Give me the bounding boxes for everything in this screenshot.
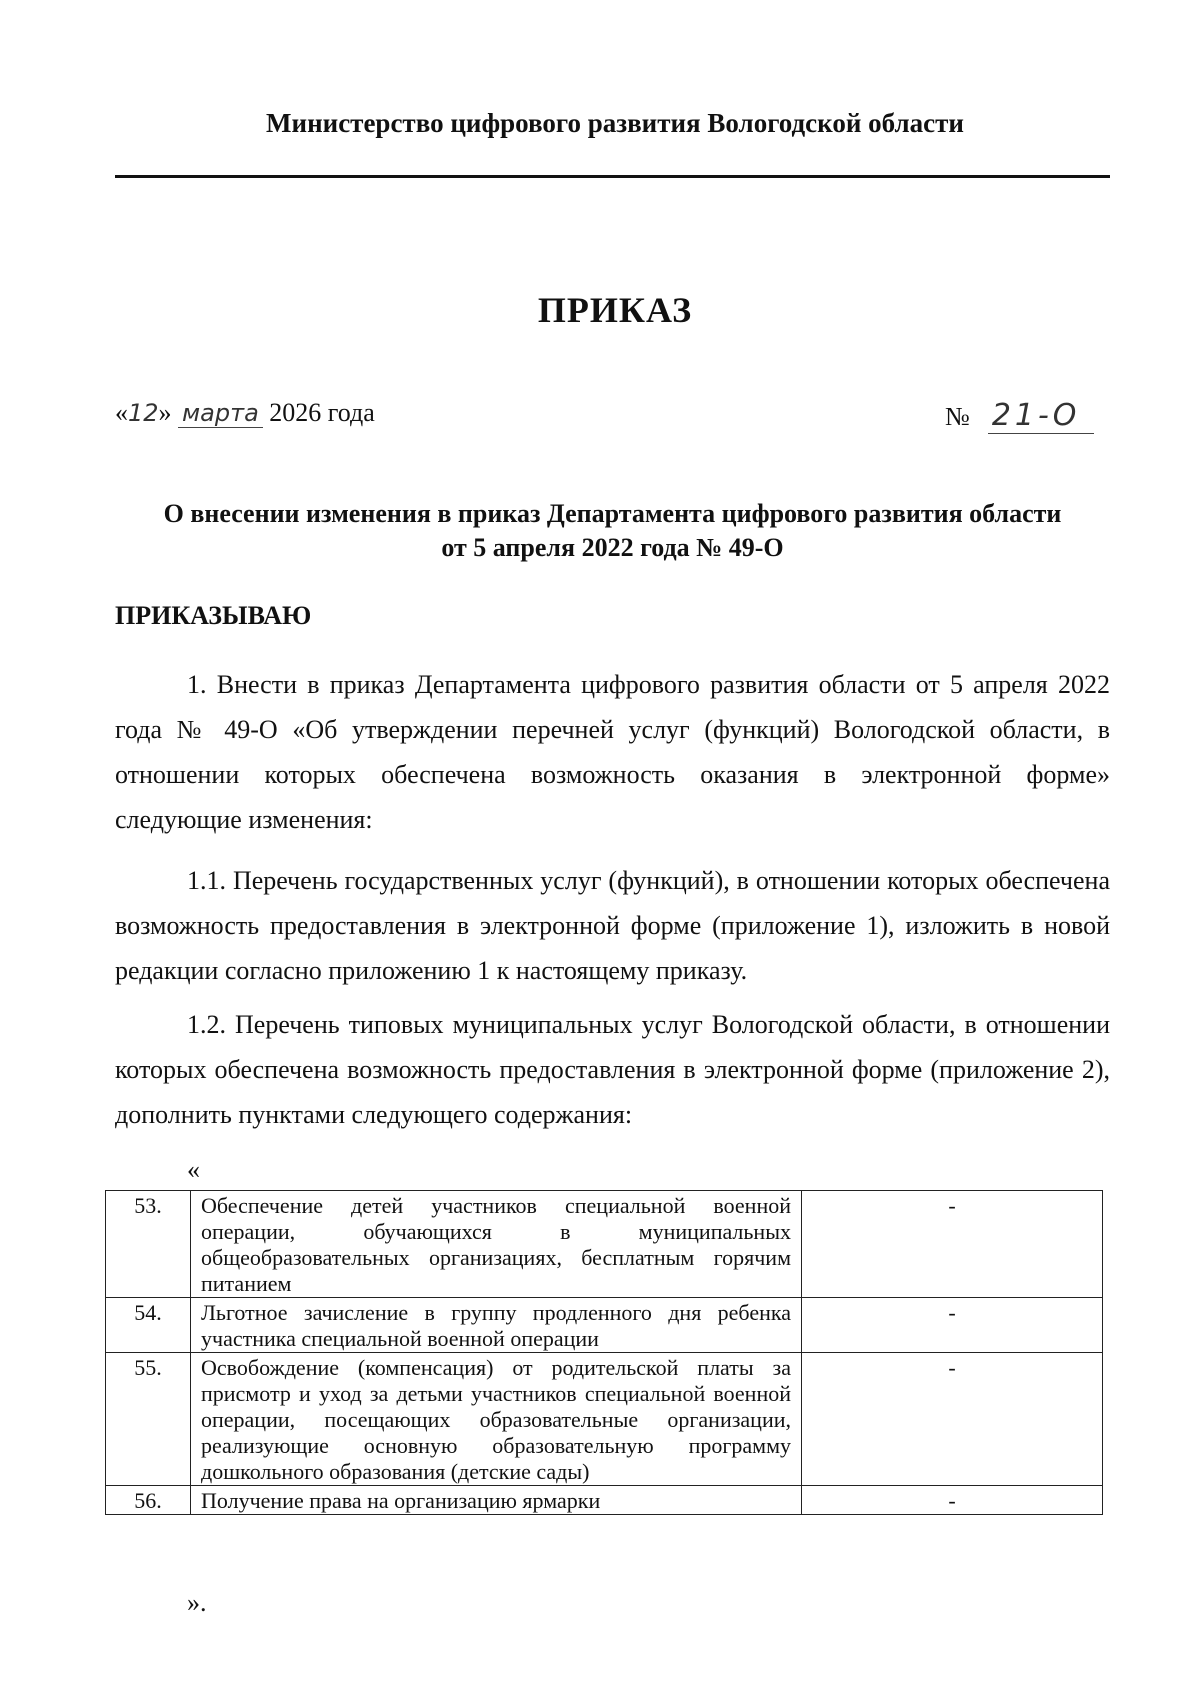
number-handwritten: 21-О (988, 398, 1094, 434)
row-number: 56. (106, 1486, 191, 1515)
table-row (106, 1298, 1103, 1353)
row-number: 53. (106, 1191, 191, 1298)
row-number: 54. (106, 1298, 191, 1353)
table-row (106, 1486, 1103, 1515)
number-label: № (945, 402, 970, 431)
services-table (105, 1190, 1103, 1515)
row-number: 55. (106, 1353, 191, 1486)
quote-close: ». (187, 1588, 207, 1617)
date-month-handwritten: марта (178, 399, 263, 428)
row-value: - (802, 1353, 1103, 1486)
row-service-name: Получение права на организацию ярмарки (191, 1486, 802, 1515)
order-date (115, 398, 375, 428)
order-directive: ПРИКАЗЫВАЮ (115, 601, 312, 630)
paragraph-1-1: 1.1. Перечень государственных услуг (функций), в отношении которых обеспечена возможность предоставления в электронной форме (приложение 1), изложить в новой редакции согласно приложению 1 к настоящему приказу. (115, 866, 1110, 985)
subject-line-2: от 5 апреля 2022 года № 49-О (441, 533, 784, 562)
row-value: - (802, 1298, 1103, 1353)
order-subject (115, 497, 1110, 565)
date-close-quote: » (158, 398, 172, 427)
date-open-quote: « (115, 398, 128, 427)
ministry-name: Министерство цифрового развития Вологодской области (266, 108, 964, 138)
row-service-name: Обеспечение детей участников специальной военной операции, обучающихся в муниципальных общеобразовательных организациях, бесплатным горячим питанием (191, 1191, 802, 1298)
date-day-handwritten: 12 (128, 399, 159, 427)
document-title: ПРИКАЗ (537, 290, 693, 330)
paragraph-1-2: 1.2. Перечень типовых муниципальных услуг Вологодской области, в отношении которых обеспечена возможность предоставления в электронной форме (приложение 2), дополнить пунктами следующего содержания: (115, 1010, 1110, 1129)
order-number (945, 398, 1094, 434)
subject-line-1: О внесении изменения в приказ Департамента цифрового развития области (163, 499, 1062, 528)
table-row (106, 1191, 1103, 1298)
row-service-name: Льготное зачисление в группу продленного дня ребенка участника специальной военной операции (191, 1298, 802, 1353)
quote-open: « (187, 1155, 200, 1184)
row-value: - (802, 1191, 1103, 1298)
date-year: 2026 года (269, 398, 375, 427)
row-value: - (802, 1486, 1103, 1515)
table-row (106, 1353, 1103, 1486)
header-rule (115, 175, 1110, 178)
row-service-name: Освобождение (компенсация) от родительской платы за присмотр и уход за детьми участников специальной военной операции, посещающих образовательные организации, реализующие основную образовательную программу дошкольного образования (детские сады) (191, 1353, 802, 1486)
paragraph-1: 1. Внести в приказ Департамента цифрового развития области от 5 апреля 2022 года № 49-О «Об утверждении перечней услуг (функций) Вологодской области, в отношении которых обеспечена возможность оказания в электронной форме» следующие изменения: (115, 670, 1110, 834)
